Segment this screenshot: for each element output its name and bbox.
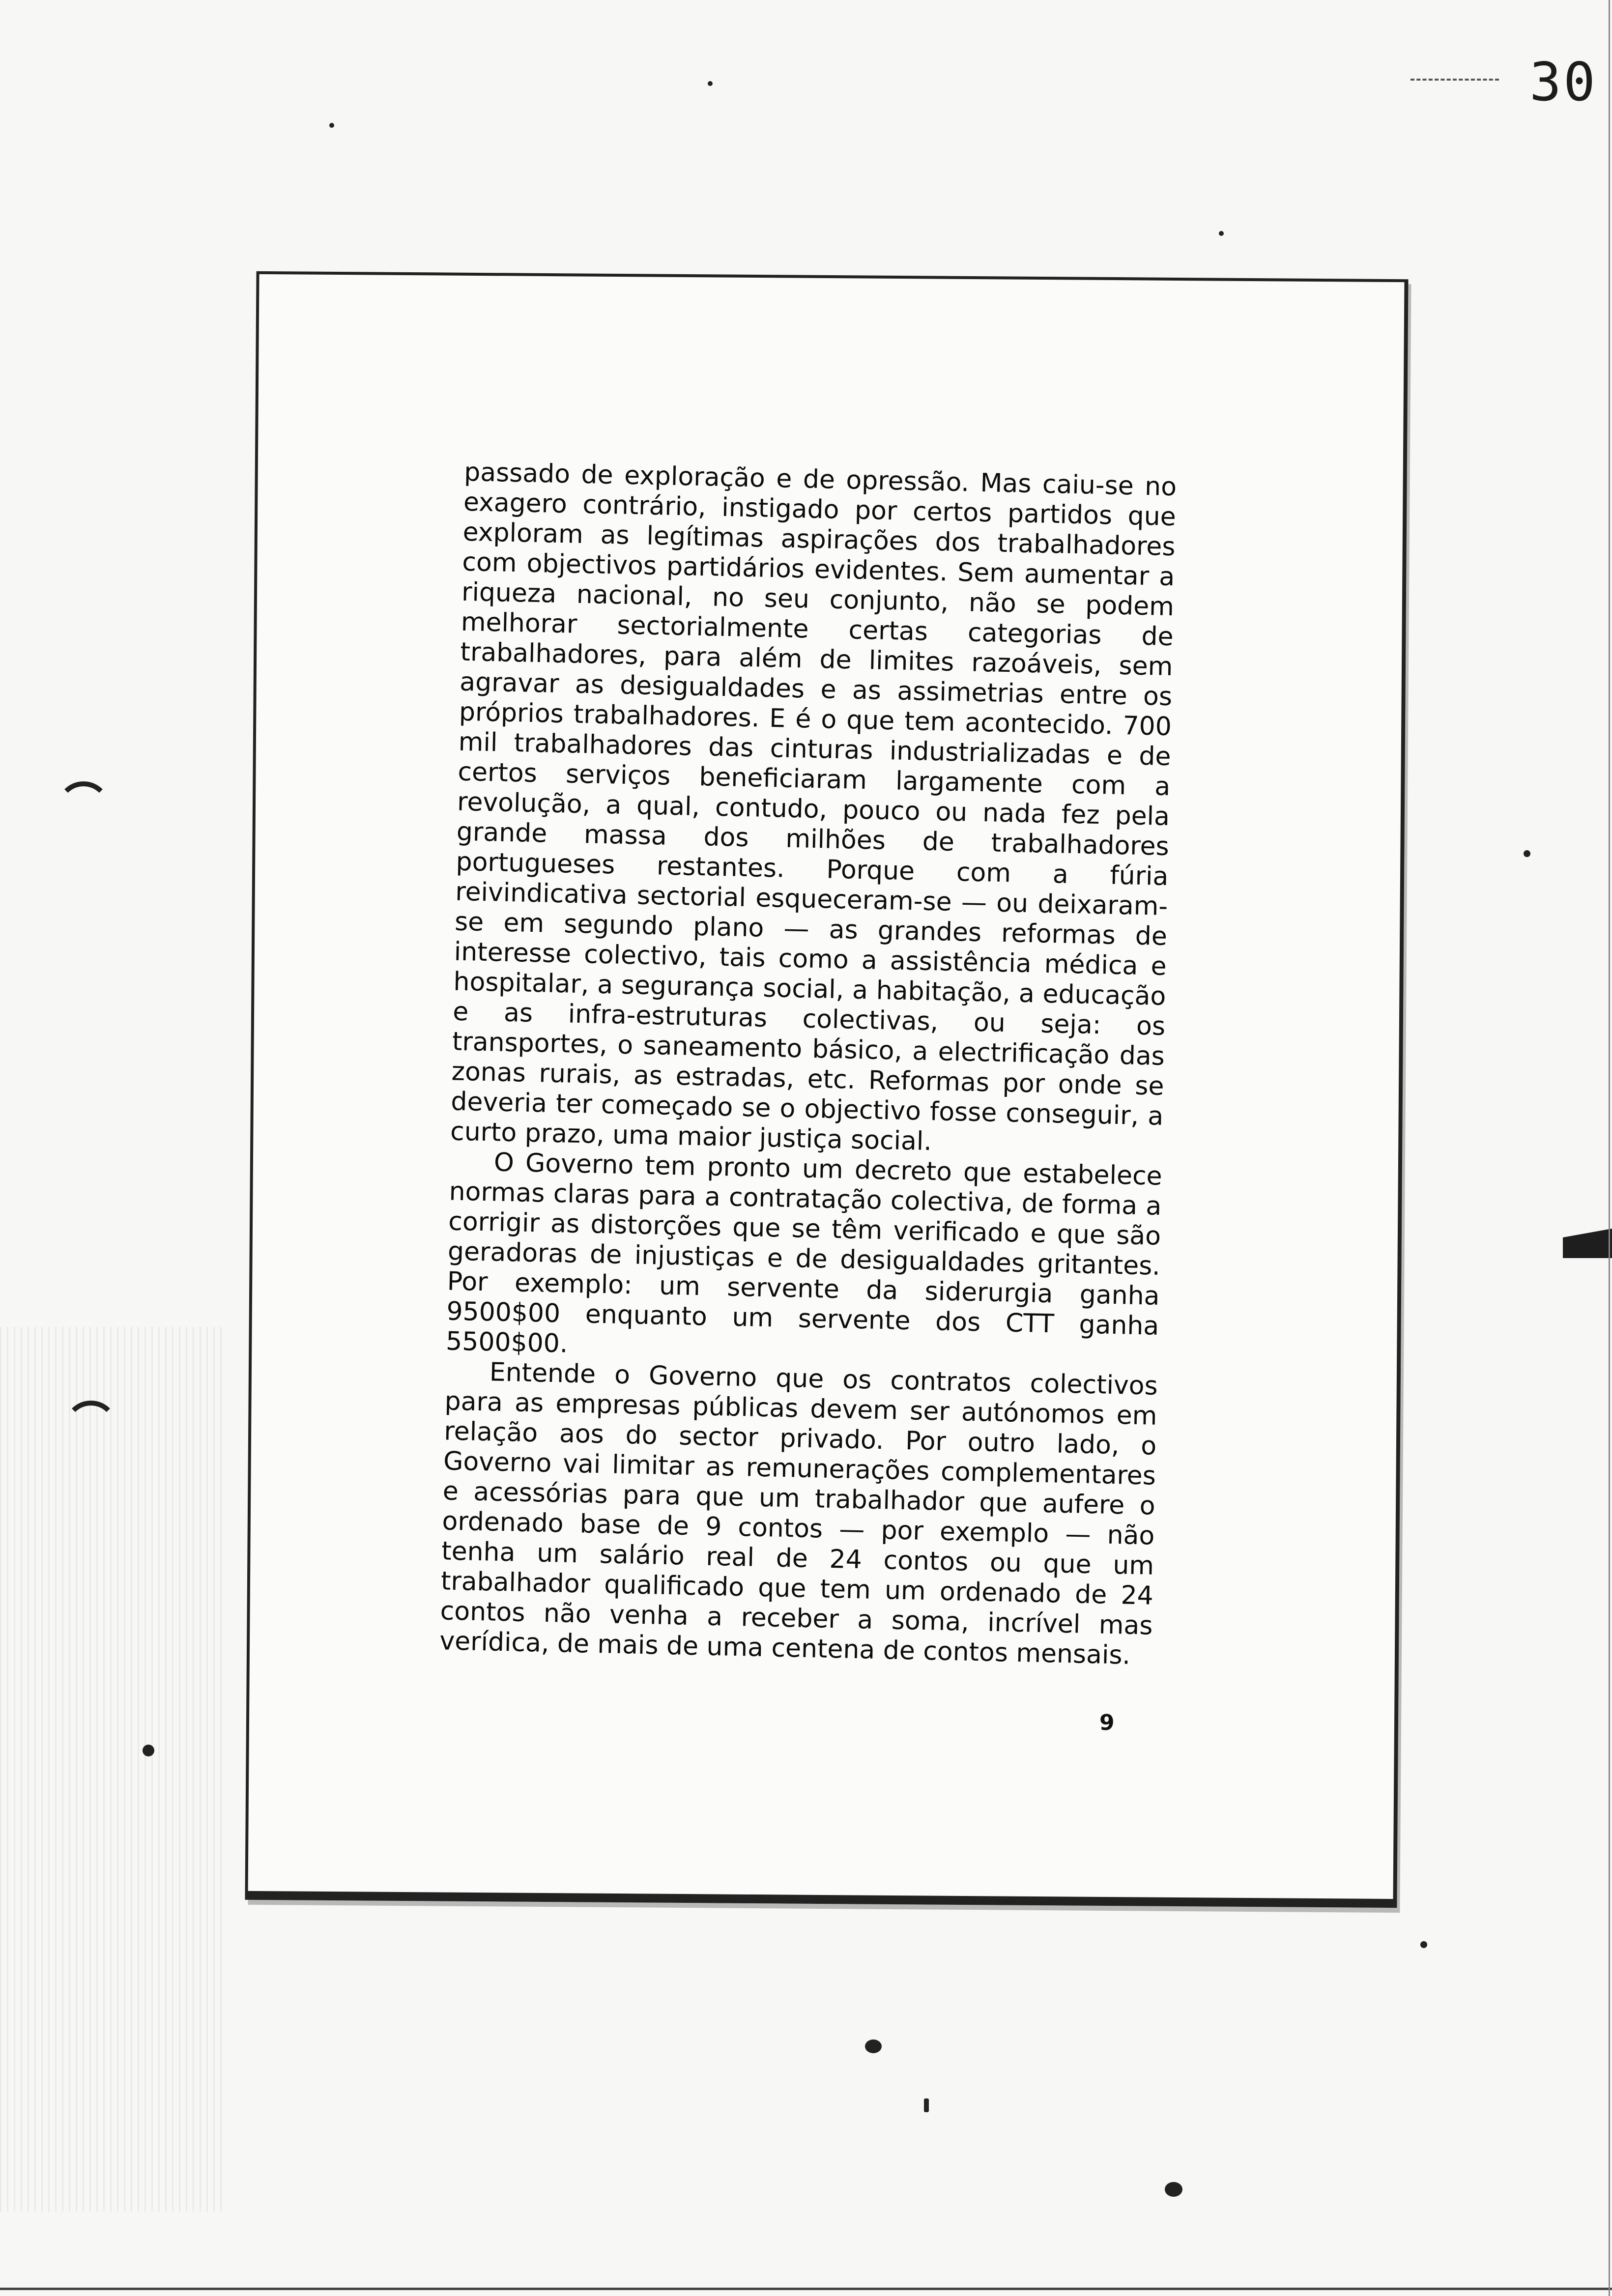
binder-hole-mark-top xyxy=(57,781,111,835)
body-text xyxy=(439,458,1177,1671)
speck xyxy=(1219,231,1224,236)
folio-dash-mark xyxy=(1410,79,1499,81)
speck xyxy=(865,2039,882,2053)
scan-bottom-edge xyxy=(0,2288,1612,2290)
scan-smudge-left xyxy=(0,1327,226,2211)
binder-hole-mark-bottom xyxy=(64,1401,118,1455)
speck xyxy=(329,123,334,128)
scanned-page xyxy=(245,271,1408,1908)
speck xyxy=(1524,850,1530,857)
scan-right-edge xyxy=(1609,0,1610,2296)
speck xyxy=(924,2098,929,2112)
paragraph-2: O Governo tem pronto um decreto que estabelece normas claras para a contratação colectiva, de forma a corrigir as distorções que se têm verificado e que são geradoras de injustiças e de desigualdades gritantes. Por exemplo: um servente da siderurgia ganha 9500$00 enquanto um servente dos CTT ganha 5500$00. xyxy=(445,1148,1163,1359)
scan-smudge-right xyxy=(1563,1229,1612,1258)
paragraph-1: passado de exploração e de opressão. Mas caiu-se no exagero contrário, instigado por certos partidos que exploram as legítimas aspirações dos trabalhadores com objectivos partidários evidentes. Sem aumentar a riqueza nacional, no seu conjunto, não se podem melhorar sectorialmente certas categorias de trabalhadores, para além de limites razoáveis, sem agravar as desigualdades e as assimetrias entre os próprios trabalhadores. E é o que tem acontecido. 700 mil trabalhadores das cinturas industrializadas e de certos serviços beneficiaram largamente com a revolução, a qual, contudo, pouco ou nada fez pela grande massa dos milhões de trabalhadores portugueses restantes. Porque com a fúria reivindicativa sectorial esqueceram-se — ou deixaram-se em segundo plano — as grandes reformas de interesse colectivo, tais como a assistência médica e hospitalar, a segurança social, a habitação, a educação e as infra-estruturas colectivas, ou seja: os transportes, o saneamento básico, a electrificação das zonas rurais, as estradas, etc. Reformas por onde se deveria ter começado se o objectivo fosse conseguir, a curto prazo, uma maior justiça social. xyxy=(450,457,1177,1157)
page-number: 9 xyxy=(1099,1710,1115,1736)
speck xyxy=(143,1745,154,1756)
paragraph-3: Entende o Governo que os contratos colectivos para as empresas públicas devem ser autónomos em relação aos do sector privado. Por outro lado, o Governo vai limitar as remunerações complementares e acessórias para que um trabalhador que aufere o ordenado base de 9 contos — por exemplo — não tenha um salário real de 24 contos ou que um trabalhador qualificado que tem um ordenado de 24 contos não venha a receber a soma, incrível mas verídica, de mais de uma centena de contos mensais. xyxy=(439,1357,1158,1670)
speck xyxy=(1420,1941,1427,1948)
speck xyxy=(1165,2182,1182,2197)
folio-number: 30 xyxy=(1529,52,1597,113)
speck xyxy=(708,81,713,86)
